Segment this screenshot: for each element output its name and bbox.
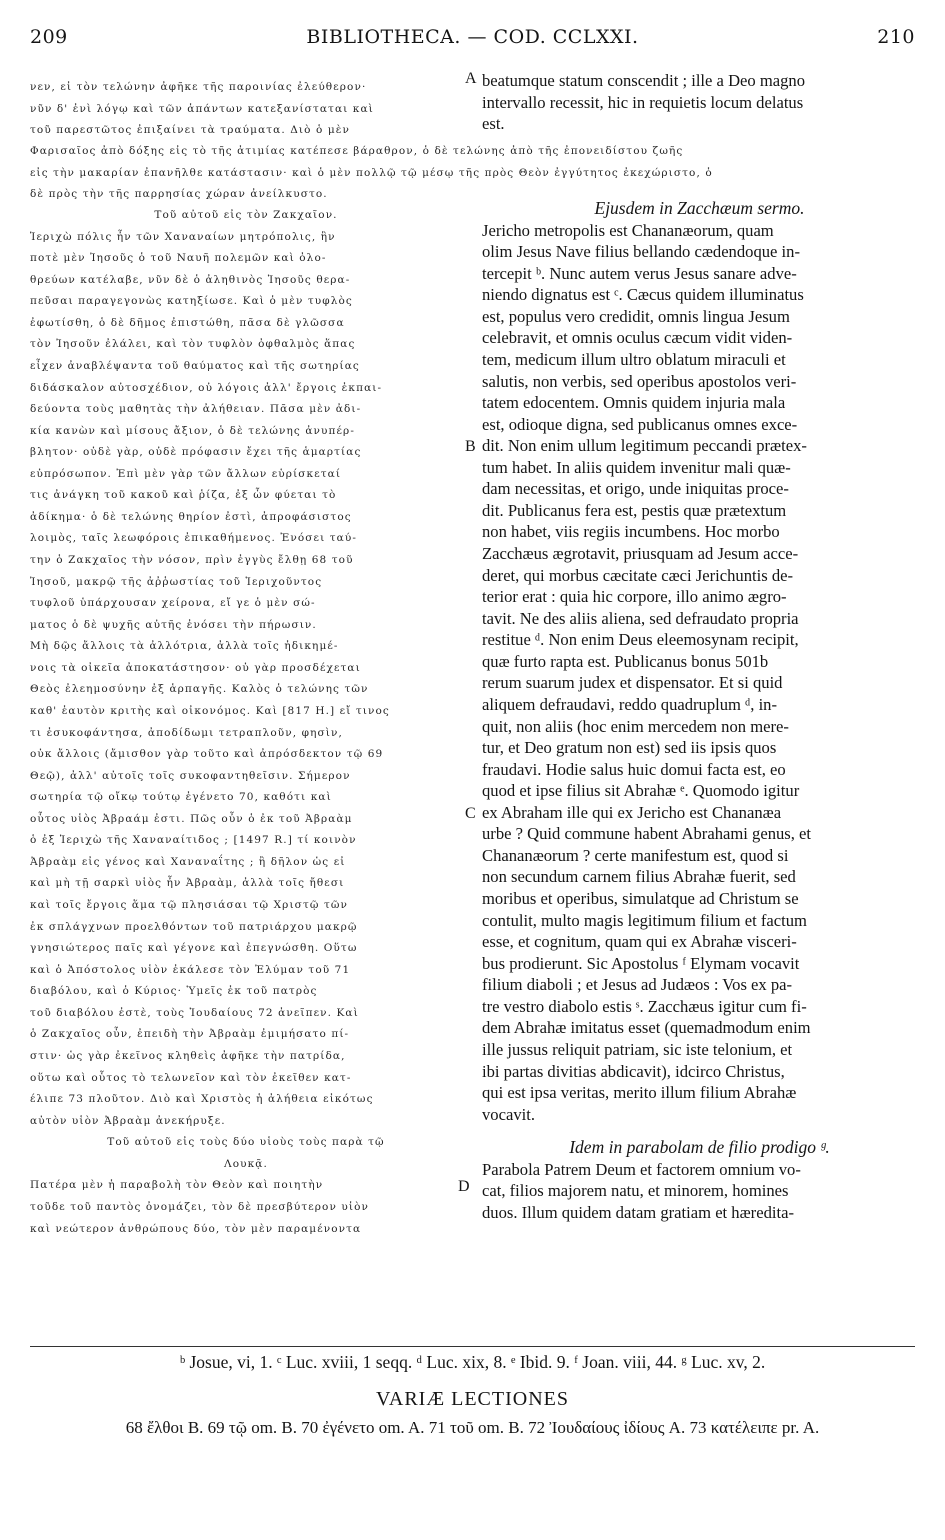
- latin-line: est, populus vero credidit, omnis lingua Jesum: [482, 306, 790, 326]
- latin-line: tum habet. In aliis quidem invenitur mali quæ-: [482, 457, 791, 477]
- greek-line: σωτηρία τῷ οἴκῳ τούτῳ ἐγένετο 70, καθότι καὶ: [30, 791, 332, 804]
- greek-top-block: [30, 77, 462, 142]
- latin-line: celebravit, et omnis oculus cæcum vidit viden-: [482, 328, 793, 348]
- latin-line: ex Abraham ille qui ex Jericho est Chananæa: [482, 802, 782, 822]
- greek-section-title: Τοῦ αὐτοῦ εἰς τὸν Ζακχαῖον.: [154, 209, 338, 221]
- latin-line: aliquem defraudavi, reddo quadruplum ᵈ, in-: [482, 694, 778, 714]
- latin-line: dit. Publicanus fera est, pestis quæ prætextum: [482, 500, 787, 520]
- latin-line: qui est ipsa veritas, merito illum filium Abrahæ: [482, 1083, 797, 1103]
- latin-line: Jericho metropolis est Chananæorum, quam: [482, 220, 774, 240]
- greek-line: λοιμὸς, ταῖς λεωφόροις ἐπικαθήμενος. Ἐνόσει ταύ-: [30, 532, 357, 545]
- latin-line: quod et ipse filius sit Abrahæ ᵉ. Quomodo igitur: [482, 781, 800, 801]
- latin-line: beatumque statum conscendit ; ille a Deo magno: [482, 71, 806, 90]
- greek-line: νῦν δ' ἐνὶ λόγῳ καὶ τῶν ἁπάντων κατεξανίσταται καὶ: [30, 102, 374, 115]
- greek-line: ἐφωτίσθη, ὁ δὲ δῆμος ἐπιστώθη, πᾶσα δὲ γλῶσσα: [30, 316, 345, 329]
- greek-line: Ἀβραὰμ εἰς γένος καὶ Χαναναΐτης ; ἢ δῆλον ὡς εἰ: [30, 855, 346, 868]
- footnote-rule: [30, 1346, 915, 1347]
- latin-line: est, odioque digna, sed publicanus omnes exce-: [482, 414, 798, 434]
- greek-line: στιν· ὡς γὰρ ἐκεῖνος κληθεὶς ἀφῆκε τὴν πατρίδα,: [30, 1049, 346, 1062]
- margin-letter-c: C: [465, 805, 476, 822]
- latin-line: ille jussus reliquit patriam, sic iste telonium, et: [482, 1039, 793, 1059]
- greek-line: καὶ τοῖς ἔργοις ἅμα τῷ πλησιάσαι τῷ Χριστῷ τῶν: [30, 899, 349, 912]
- greek-line: πεῦσαι παραγεγονὼς κατηξίωσε. Καὶ ὁ μὲν τυφλὸς: [30, 295, 353, 308]
- latin-line: tatem edocentem. Omnis quidem injuria mala: [482, 393, 786, 413]
- latin-line: deret, qui morbus cæcitate cæci Jerichuntis de-: [482, 565, 794, 585]
- latin-line: salutis, non verbis, sed operibus apostolos veri-: [482, 371, 797, 391]
- greek-line: ὁ Ζακχαῖος οὖν, ἐπειδὴ τὴν Ἀβραὰμ ἐμιμήσατο πί-: [30, 1028, 350, 1041]
- latin-line: terior erat : quia hic corpore, illo animo ægro-: [482, 587, 787, 607]
- greek-line: βλητον· οὐδὲ γὰρ, οὐδὲ πρόφασιν ἔχει τῆς ἁμαρτίας: [30, 446, 362, 459]
- greek-line: διαβόλου, καὶ ὁ Κύριος· Ὑμεῖς ἐκ τοῦ πατρὸς: [30, 985, 318, 998]
- greek-line: Μὴ δῷς ἄλλοις τὰ ἀλλότρια, ἀλλὰ τοῖς ἠδικημέ-: [30, 640, 339, 653]
- greek-column: [30, 205, 462, 1240]
- latin-line: ibi partas divitias abdicavit), idcirco Christus,: [482, 1061, 785, 1081]
- latin-line: duos. Illum quidem datam gratiam et hæredita-: [482, 1203, 794, 1222]
- greek-line: Θεῷ), ἀλλ' αὐτοῖς τοῖς συκοφαντηθεῖσιν. Σήμερον: [30, 769, 351, 782]
- latin-column: [482, 198, 917, 1224]
- latin-line: olim Jesus Nave filius bellando cædendoque in-: [482, 242, 800, 262]
- footnotes: ᵇ Josue, vi, 1. ᶜ Luc. xviii, 1 seqq. ᵈ Luc. xix, 8. ᵉ Ibid. 9. ᶠ Joan. viii, 44. ᵍ Luc. xv, 2.: [179, 1352, 766, 1372]
- page-number-left: 209: [30, 26, 68, 48]
- greek-line: τι ἐσυκοφάντησα, ἀποδίδωμι τετραπλοῦν, φησὶν,: [30, 726, 343, 739]
- greek-section-title-2: Τοῦ αὐτοῦ εἰς τοὺς δύο υἱοὺς τοὺς παρὰ τῷ: [107, 1136, 385, 1149]
- margin-letter-a: A: [465, 70, 477, 87]
- running-title: BIBLIOTHECA. — COD. CCLXXI.: [306, 26, 639, 48]
- greek-line: καὶ νεώτερον ἀνθρώπους δύο, τὸν μὲν παραμένοντα: [30, 1222, 362, 1235]
- latin-line: restitue ᵈ. Non enim Deus eleemosynam recipit,: [482, 630, 799, 650]
- greek-line: νοις τὰ οἰκεῖα ἀποκατάστησον· οὐ γὰρ προσδέχεται: [30, 661, 361, 674]
- latin-line: urbe ? Quid commune habent Abrahami genus, et: [482, 824, 812, 844]
- latin-line: Chananæorum ? certe manifestum est, quod si: [482, 845, 789, 865]
- spacer: [482, 1125, 917, 1137]
- greek-line: ματος ὁ δὲ ψυχῆς αὐτῆς ἐνόσει τὴν πήρωσιν.: [30, 618, 317, 631]
- greek-line: καθ' ἑαυτὸν κριτὴς καὶ οἰκονόμος. Καὶ [817 Η.] εἴ τινος: [30, 704, 390, 717]
- greek-line: ποτὲ μὲν Ἰησοῦς ὁ τοῦ Ναυῆ πολεμῶν καὶ ὀλο-: [30, 252, 327, 265]
- latin-line: non habet, viis regiis incumbens. Hoc morbo: [482, 522, 780, 542]
- latin-line: bus prodierunt. Sic Apostolus ᶠ Elymam vocavit: [482, 953, 800, 973]
- greek-line: οὐκ ἄλλοις (ἄμισθον γὰρ τοῦτο καὶ ἀπρόσδεκτον τῷ 69: [30, 748, 384, 761]
- greek-line: καὶ ὁ Ἀπόστολος υἱὸν ἐκάλεσε τὸν Ἐλύμαν τοῦ 71: [30, 963, 351, 976]
- latin-line: tre vestro diabolo estis ˢ. Zacchæus igitur cum fi-: [482, 996, 807, 1016]
- latin-line: dit. Non enim ullum legitimum peccandi prætex-: [482, 436, 807, 456]
- greek-line: αὐτὸν υἱὸν Ἀβραὰμ ἀνεκήρυξε.: [30, 1114, 226, 1127]
- latin-line: dam necessitas, et origo, unde iniquitas proce-: [482, 479, 789, 499]
- greek-line: θρεύων κατέλαβε, νῦν δὲ ὁ ἀληθινὸς Ἰησοῦς θερα-: [30, 273, 351, 286]
- greek-line: τοῦ παρεστῶτος ἐπιξαίνει τὰ τραύματα. Διὸ ὁ μὲν: [30, 124, 351, 137]
- greek-line: δεύοντα τοὺς μαθητὰς τὴν ἀλήθειαν. Πᾶσα μὲν ἀδι-: [30, 403, 362, 416]
- greek-line: Θεὸς ἐλεημοσύνην ἐξ ἁρπαγῆς. Καλὸς ὁ τελώνης τῶν: [30, 683, 369, 696]
- page-number-right: 210: [877, 26, 915, 48]
- latin-line: tur, et Deo gratum non est) sed iis ipsis quos: [482, 738, 777, 758]
- greek-line: καὶ μὴ τῇ σαρκὶ υἱὸς ἦν Ἀβραὰμ, ἀλλὰ τοῖς ἤθεσι: [30, 877, 345, 890]
- latin-line: fraudavi. Hodie salus huic domui facta est, eo: [482, 759, 786, 779]
- latin-line: tavit. Ne des aliis aliena, sed defraudato propria: [482, 608, 799, 628]
- latin-line: rerum suarum judex et dispensator. Et si quid: [482, 673, 783, 693]
- latin-line: est.: [482, 114, 505, 134]
- greek-line: εὐπρόσωπον. Ἐπὶ μὲν γὰρ τῶν ἄλλων εὑρίσκεταί: [30, 467, 342, 480]
- latin-section-title-2: Idem in parabolam de filio prodigo ᵍ.: [569, 1137, 830, 1158]
- greek-line: Ἰησοῦ, μακρῷ τῆς ἀῤῥωστίας τοῦ Ἱεριχοῦντος: [30, 575, 323, 588]
- greek-line: κία κανὼν καὶ μίσους ἄξιον, ὁ δὲ τελώνης ἀνυπέρ-: [30, 424, 355, 437]
- greek-line: τοῦ διαβόλου ἐστὲ, τοὺς Ἰουδαίους 72 ἀνεῖπεν. Καὶ: [30, 1006, 359, 1019]
- greek-line: δὲ πρὸς τὴν τῆς παρρησίας χώραν ἀνείλκυστο.: [30, 188, 328, 201]
- greek-line: οὗτος υἱὸς Ἀβραάμ ἐστι. Πῶς οὖν ὁ ἐκ τοῦ Ἀβραὰμ: [30, 812, 353, 825]
- latin-line: cat, filios majorem natu, et minorem, homines: [482, 1181, 789, 1201]
- greek-line: γνησιώτερος παῖς καὶ γέγονε καὶ ἐπεγνώσθη. Οὕτω: [30, 942, 358, 955]
- margin-letter-d: D: [458, 1178, 470, 1195]
- greek-line: τυφλοῦ ὑπάρχουσαν χείρονα, εἴ γε ὁ μὲν σώ-: [30, 597, 316, 610]
- latin-line: filium diaboli ; et Jesus ad Judæos : Vos ex pa-: [482, 975, 793, 995]
- greek-line: εἰς τὴν μακαρίαν ἐπανῆλθε κατάστασιν· καὶ ὁ μὲν πολλῷ τῷ μέσῳ τῆς πρὸς Θεὸν ἐγγύτητος ἐκεχώριστο, ὁ: [30, 166, 713, 179]
- variae-lectiones-title: VARIÆ LECTIONES: [376, 1388, 569, 1410]
- greek-line: ἐκ σπλάγχνων προελθόντων τοῦ πατριάρχου μακρῷ: [30, 920, 358, 933]
- greek-line: Πατέρα μὲν ἡ παραβολὴ τὸν Θεὸν καὶ ποιητὴν: [30, 1179, 324, 1192]
- greek-section-title-2: Λουκᾷ.: [224, 1157, 268, 1170]
- variae-lectiones: 68 ἔλθοι B. 69 τῷ om. B. 70 ἐγένετο om. A. 71 τοῦ om. B. 72 Ἰουδαίους ἰδίους A. 73 κατέλειπε pr. A.: [125, 1418, 820, 1437]
- latin-line: tem, medicum illum ultro oblatum miraculi et: [482, 349, 786, 369]
- latin-line: non secundum carnem filius Abrahæ fuerit, sed: [482, 867, 796, 887]
- greek-line: εἶχεν ἀναβλέψαντα τοῦ θαύματος καὶ τῆς σωτηρίας: [30, 359, 360, 372]
- margin-letter-b: B: [465, 438, 476, 455]
- latin-top-block: [482, 70, 917, 135]
- greek-line: ὁ ἐξ Ἱεριχὼ τῆς Χαναναίτιδος ; [1497 R.] τί κοινὸν: [30, 834, 357, 847]
- latin-line: niendo dignatus est ᶜ. Cæcus quidem illuminatus: [482, 285, 804, 305]
- latin-line: esse, et cognitum, quam qui ex Abrahæ visceri-: [482, 932, 797, 952]
- greek-line: έλιπε 73 πλοῦτον. Διὸ καὶ Χριστὸς ἡ ἀλήθεια εἰκότως: [30, 1093, 374, 1106]
- greek-line: τις ἀνάγκη τοῦ κακοῦ καὶ ῥίζα, ἐξ ὧν φύεται τὸ: [30, 489, 337, 502]
- greek-line: νεν, εἰ τὸν τελώνην ἀφῆκε τῆς παροινίας ἐλεύθερον·: [30, 81, 367, 93]
- latin-line: vocavit.: [482, 1104, 535, 1124]
- latin-line: Parabola Patrem Deum et factorem omnium vo-: [482, 1159, 801, 1179]
- latin-line: quæ furto rapta est. Publicanus bonus 501b: [482, 651, 769, 671]
- latin-line: Zacchæus ægrotavit, priusquam ad Jesum acce-: [482, 544, 799, 564]
- greek-full-width-block: [30, 141, 915, 206]
- latin-section-title: Ejusdem in Zacchæum sermo.: [594, 198, 805, 218]
- latin-line: quit, non aliis (hoc enim mercedem non mere-: [482, 716, 789, 736]
- latin-line: intervallo recessit, hic in requietis locum delatus: [482, 92, 804, 112]
- latin-line: contulit, multo magis legitimum filium et factum: [482, 910, 807, 930]
- latin-line: dem Abrahæ imitatus esset (quemadmodum enim: [482, 1018, 811, 1038]
- greek-line: τὸν Ἰησοῦν ἐλάλει, καὶ τὸν τυφλὸν ὀφθαλμὸς ἅπας: [30, 338, 356, 351]
- greek-line: Φαρισαῖος ἀπὸ δόξης εἰς τὸ τῆς ἀτιμίας κατέπεσε βάραθρον, ὁ δὲ τελώνης ἀπὸ τῆς ἐπονειδίστου ζωῆς: [30, 145, 684, 157]
- greek-line: διδάσκαλον αὐτοσχέδιον, οὐ λόγοις ἀλλ' ἔργοις ἐκπαι-: [30, 381, 383, 394]
- latin-line: moribus et operibus, simulatque ad Christum se: [482, 889, 799, 909]
- greek-line: οὕτω καὶ οὗτος τὸ τελωνεῖον καὶ τὸν ἐκεῖθεν κατ-: [30, 1071, 352, 1084]
- greek-line: ἀδίκημα· ὁ δὲ τελώνης θηρίον ἐστὶ, ἀπροφάσιστος: [30, 510, 352, 523]
- greek-line: Ἱεριχὼ πόλις ἦν τῶν Χαναναίων μητρόπολις, ἣν: [30, 230, 336, 243]
- latin-line: tercepit ᵇ. Nunc autem verus Jesus sanare adve-: [482, 263, 797, 283]
- greek-line: τοῦδε τοῦ παντὸς ὀνομάζει, τὸν δὲ πρεσβύτερον υἱὸν: [30, 1201, 369, 1213]
- greek-line: την ὁ Ζακχαῖος τὴν νόσον, πρὶν ἐγγὺς ἔλθῃ 68 τοῦ: [30, 554, 354, 567]
